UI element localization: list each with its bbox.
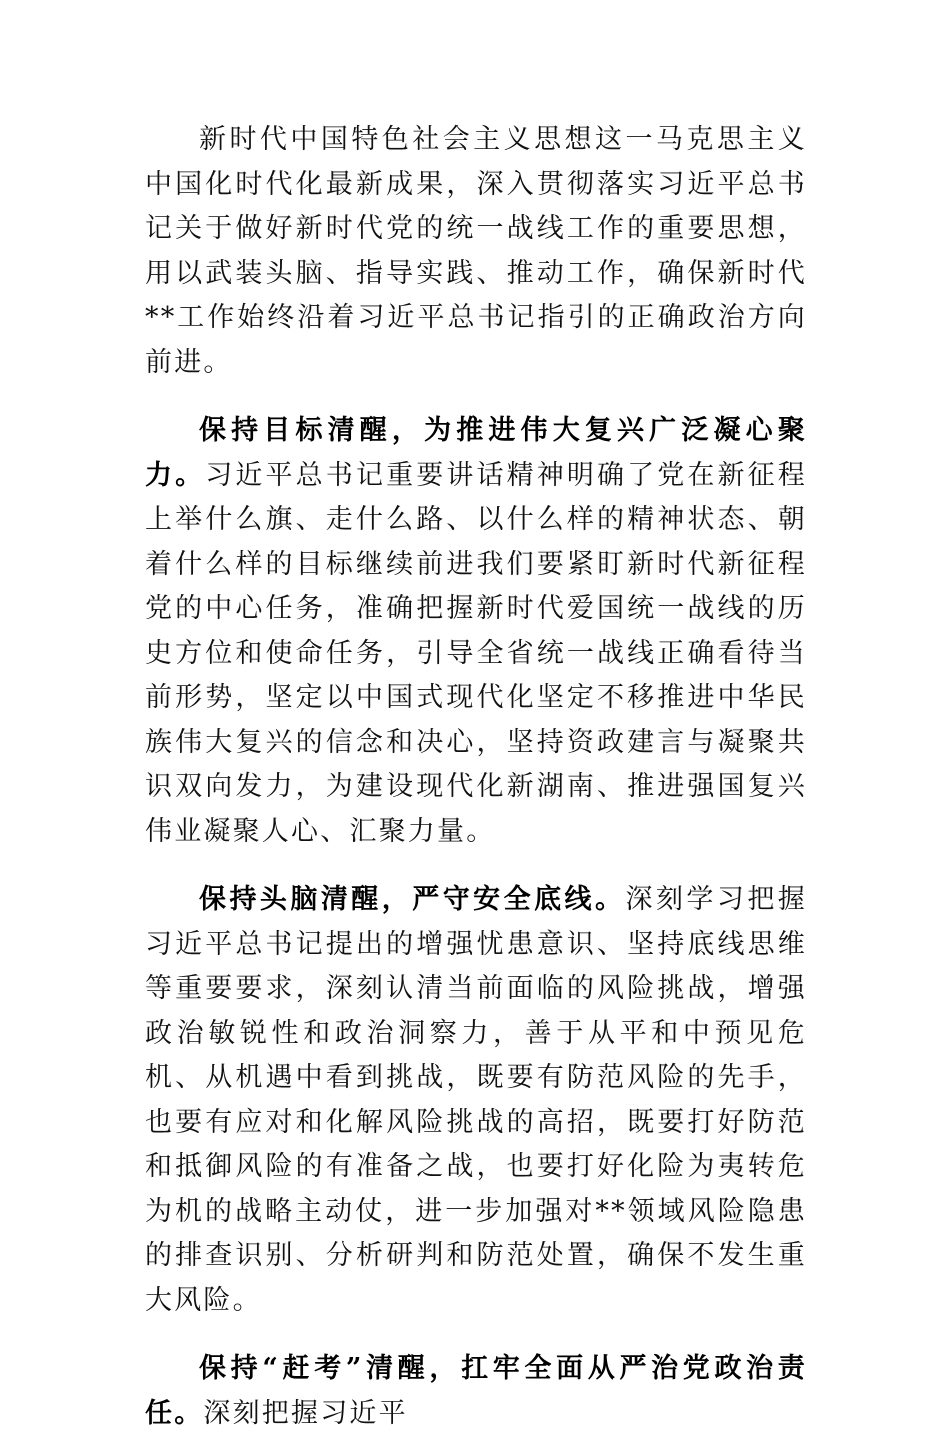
paragraph-lead: 保持头脑清醒，严守安全底线。: [199, 884, 626, 915]
paragraph-lead: 保持“赶考”清醒，扛牢全面从严治党政治责任。: [145, 1353, 807, 1429]
paragraph-lead: 保持目标清醒，为推进伟大复兴广泛凝心聚力。: [145, 415, 807, 491]
paragraph-exam-clarity: [145, 1347, 807, 1436]
paragraph-text: 深刻把握习近平: [203, 1397, 408, 1429]
paragraph-text: 新时代中国特色社会主义思想这一马克思主义中国化时代化最新成果，深入贯彻落实习近平总书记关于做好新时代党的统一战线工作的重要思想，用以武装头脑、指导实践、推动工作，确保新时代**工作始终沿着习近平总书记指引的正确政治方向前进。: [145, 124, 807, 378]
paragraph-goal-clarity: [145, 409, 807, 854]
paragraph-mind-clarity: [145, 878, 807, 1323]
document-body: [145, 118, 807, 1436]
paragraph-intro: [145, 118, 807, 385]
paragraph-text: 深刻学习把握习近平总书记提出的增强忧患意识、坚持底线思维等重要要求，深刻认清当前面临的风险挑战，增强政治敏锐性和政治洞察力，善于从平和中预见危机、从机遇中看到挑战，既要有防范风险的先手，也要有应对和化解风险挑战的高招，既要打好防范和抵御风险的有准备之战，也要打好化险为夷转危为机的战略主动仗，进一步加强对**领域风险隐患的排查识别、分析研判和防范处置，确保不发生重大风险。: [145, 884, 807, 1316]
paragraph-text: 习近平总书记重要讲话精神明确了党在新征程上举什么旗、走什么路、以什么样的精神状态、朝着什么样的目标继续前进我们要紧盯新时代新征程党的中心任务，准确把握新时代爱国统一战线的历史方位和使命任务，引导全省统一战线正确看待当前形势，坚定以中国式现代化坚定不移推进中华民族伟大复兴的信念和决心，坚持资政建言与凝聚共识双向发力，为建设现代化新湖南、推进强国复兴伟业凝聚人心、汇聚力量。: [145, 459, 808, 847]
